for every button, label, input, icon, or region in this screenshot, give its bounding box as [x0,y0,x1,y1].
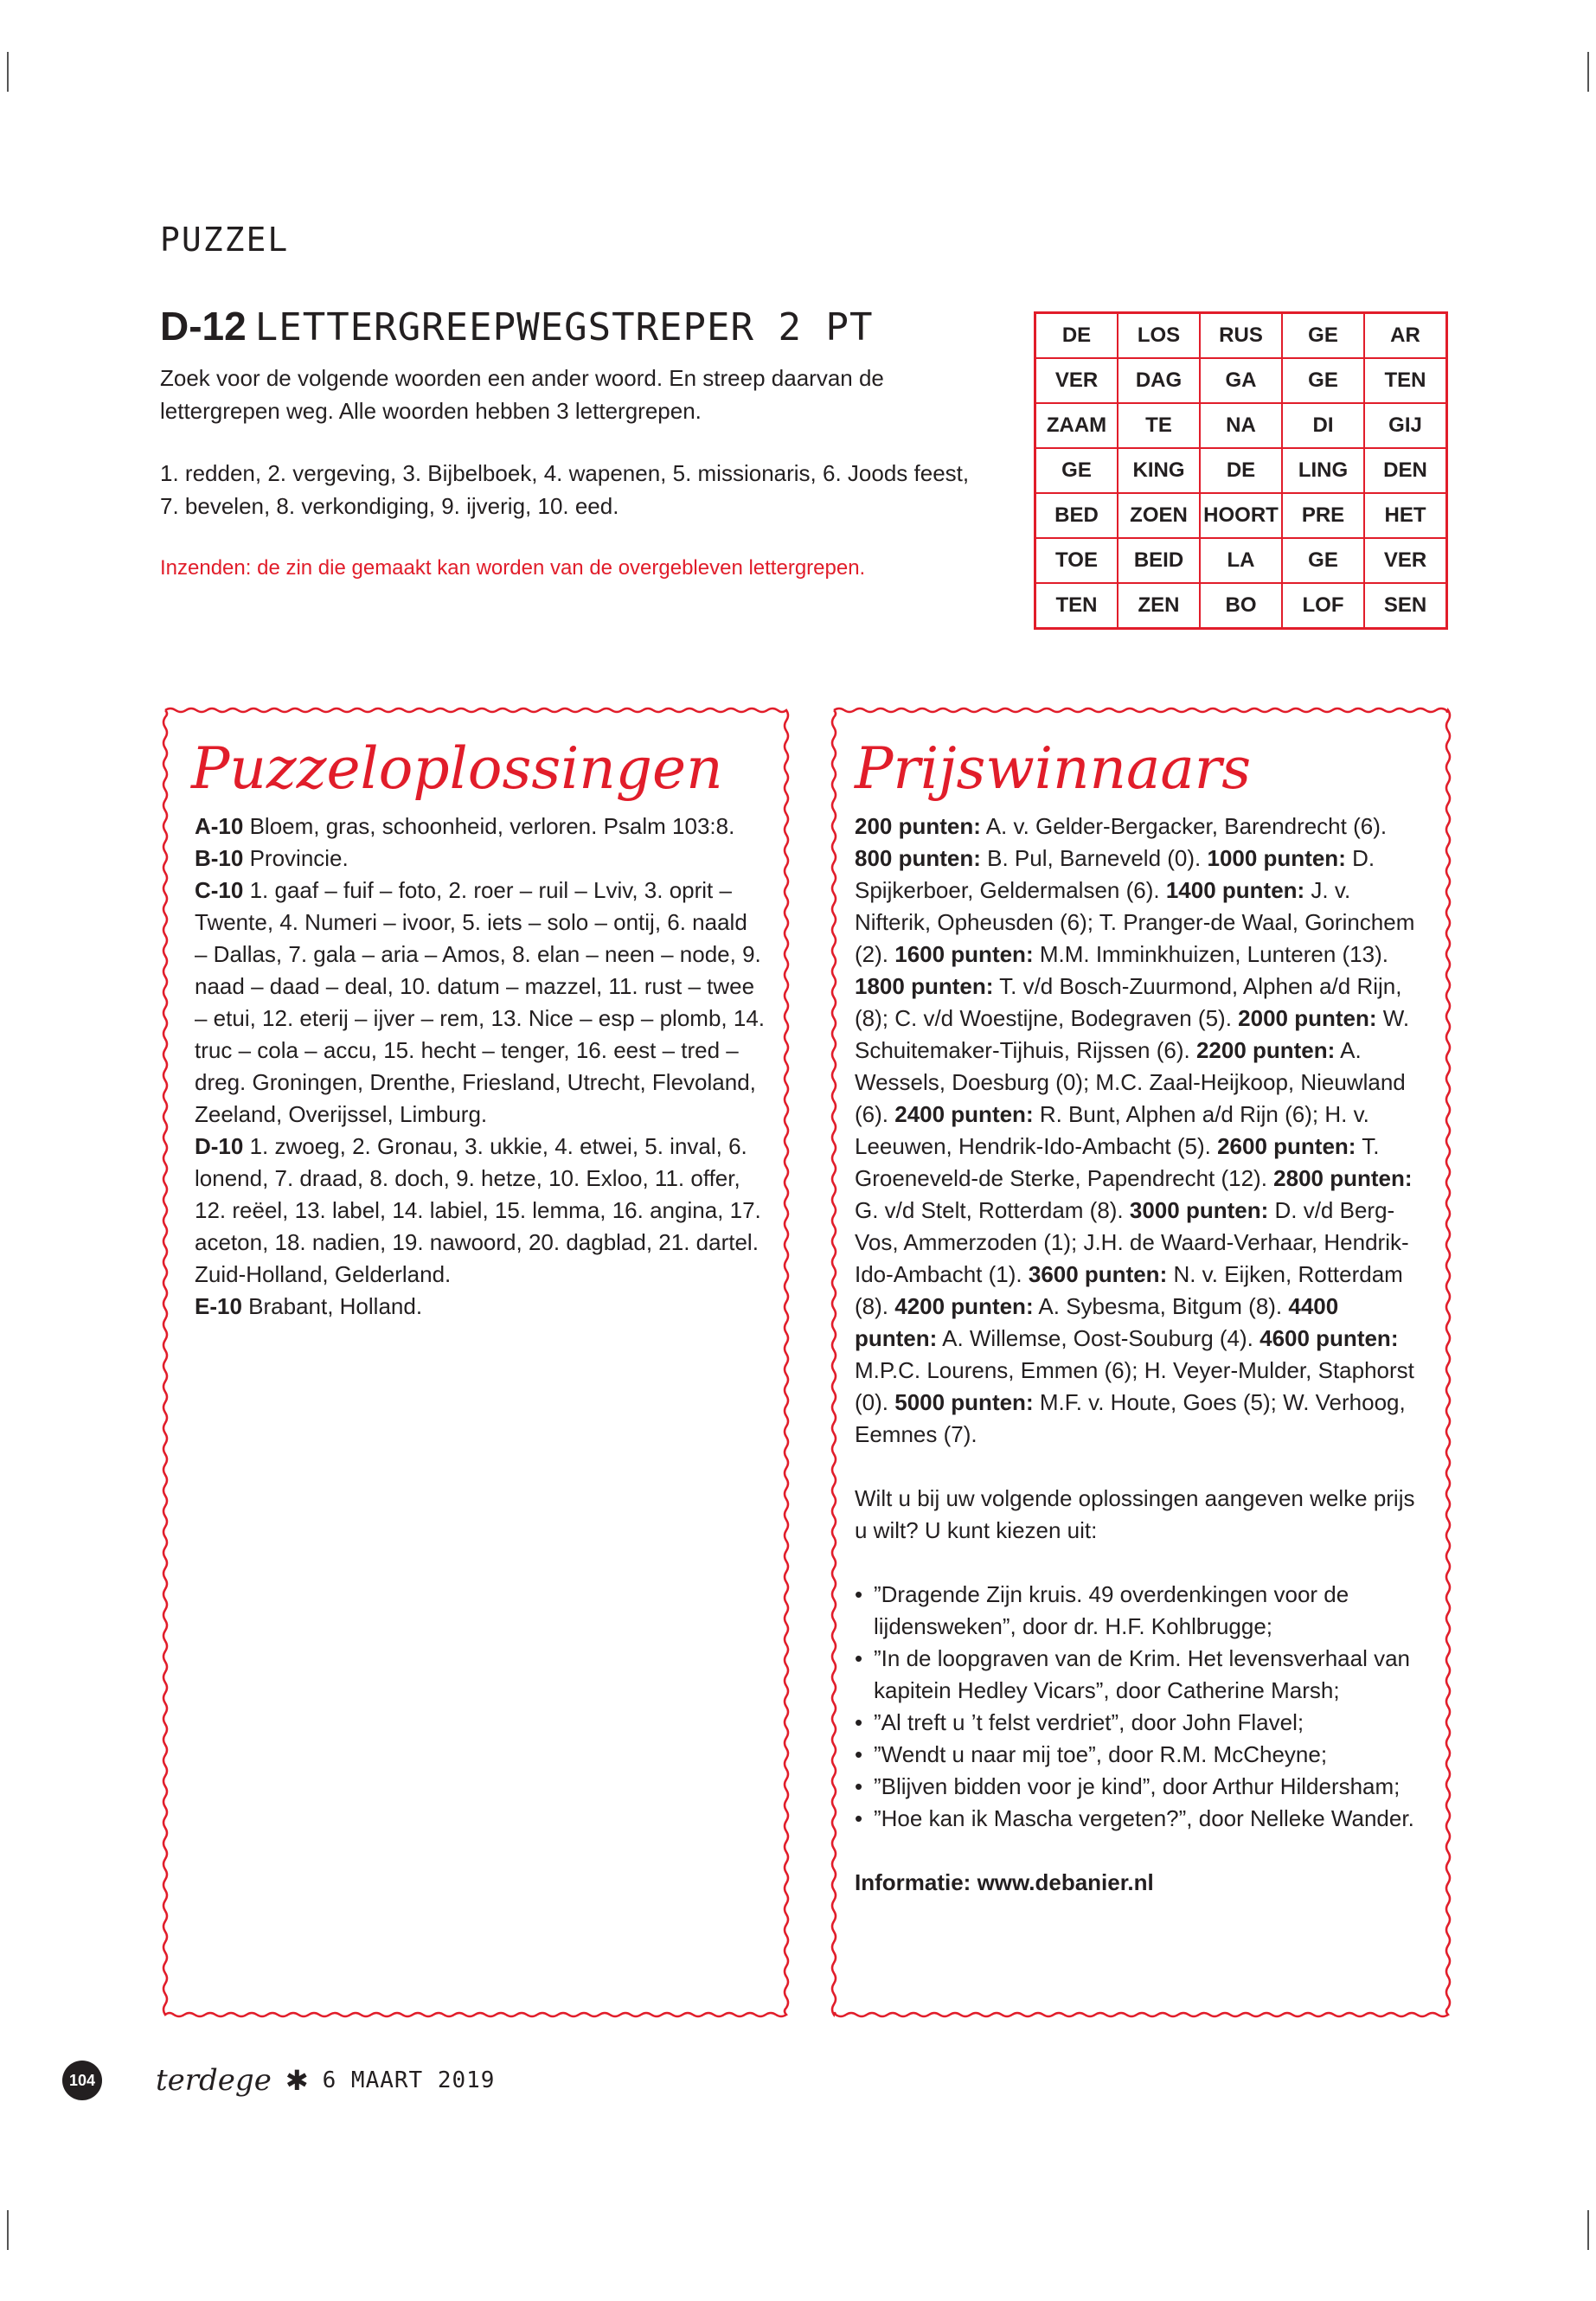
puzzle-code: D-12 [160,304,247,349]
grid-cell: LA [1200,538,1282,583]
grid-cell: KING [1118,448,1200,493]
section-label: PUZZEL [160,221,290,259]
puzzle-intro: Zoek voor de volgende woorden een ander woord. En streep daarvan de lettergrepen weg. Alle woorden hebben 3 lettergrepen. [160,365,884,424]
winner-points: 2400 punten: [894,1101,1034,1127]
grid-row [1035,358,1447,403]
solution-code: B-10 [195,845,244,871]
magazine-name: terdege [156,2063,272,2098]
solution-text: Brabant, Holland. [241,1293,423,1319]
winner-names: A. v. Gelder-Bergacker, Barendrecht (6). [980,813,1388,839]
grid-cell: GE [1035,448,1118,493]
solution-code: A-10 [195,813,244,839]
grid-cell: LING [1282,448,1364,493]
footer [62,2059,495,2102]
winner-names: D. v/d Berg-Vos, Ammerzoden (1); J.H. de Waard-Verhaar, Hendrik-Ido-Ambacht (1). [855,1197,1409,1287]
solution-item [195,875,766,1131]
winner-points: 4600 punten: [1259,1325,1399,1351]
solution-item [195,843,766,875]
winner-names: W. Schuitemaker-Tijhuis, Rijssen (6). [855,1005,1410,1063]
grid-cell: HOORT [1200,493,1282,538]
star-icon: ✱ [285,2065,309,2096]
crop-mark [1587,52,1589,92]
winner-points: 2200 punten: [1195,1037,1336,1063]
issue-date: 6 MAART 2019 [322,2067,496,2093]
grid-cell: DE [1035,313,1118,359]
crop-mark [7,52,9,92]
grid-cell: AR [1364,313,1447,359]
winner-names: A. Sybesma, Bitgum (8). [1033,1293,1289,1319]
winner-names: A. Wessels, Doesburg (0); M.C. Zaal-Heijkoop, Nieuwland (6). [855,1037,1406,1127]
winner-points: 2000 punten: [1238,1005,1377,1031]
winner-points: 200 punten: [855,813,981,839]
grid-cell: TEN [1364,358,1447,403]
winner-names: N. v. Eijken, Rotterdam (8). [855,1261,1403,1319]
crop-mark [7,2210,9,2250]
grid-row [1035,538,1447,583]
submit-instruction: Inzenden: de zin die gemaakt kan worden van de overgebleven lettergrepen. [160,556,866,580]
winner-names: J. v. Nifterik, Opheusden (6); T. Pranger-de Waal, Gorinchem (2). [855,877,1415,967]
grid-cell: TEN [1035,583,1118,629]
winner-points: 3600 punten: [1028,1261,1168,1287]
solution-text: Provincie. [243,845,349,871]
solution-item [195,1131,766,1291]
grid-cell: PRE [1282,493,1364,538]
grid-row [1035,448,1447,493]
winner-names: B. Pul, Barneveld (0). [980,845,1208,871]
solution-item [195,1291,766,1323]
winner-names: M.M. Imminkhuizen, Lunteren (13). [1033,941,1388,967]
solution-code: C-10 [195,877,244,903]
prize-item: • ”Dragende Zijn kruis. 49 overdenkingen voor de lijdensweken”, door dr. H.F. Kohlbrugge; [855,1579,1426,1643]
solution-text: Bloem, gras, schoonheid, verloren. Psalm 103:8. [243,813,735,839]
grid-cell: DI [1282,403,1364,448]
grid-row [1035,493,1447,538]
prize-item: • ”Wendt u naar mij toe”, door R.M. McCheyne; [855,1739,1426,1771]
winners-body [855,811,1426,1899]
winner-points: 3000 punten: [1129,1197,1269,1223]
grid-cell: VER [1035,358,1118,403]
solution-text: 1. gaaf – fuif – foto, 2. roer – ruil – Lviv, 3. oprit – Twente, 4. Numeri – ivoor, 5. iets – solo – ontij, 6. naald – Dallas, 7. gala – aria – Amos, 8. elan – neen – node, 9. naad – daad – deal, 10. datum – mazzel, 11. rust – twee – etui, 12. eterij – ijver – rem, 13. Nice – esp – plomb, 14. truc – cola – accu, 15. hecht – tenger, 16. eest – tred – dreg. Groningen, Drenthe, Friesland, Utrecht, Flevoland, Zeeland, Overijssel, Limburg. [195,877,766,1127]
crop-mark [1587,2210,1589,2250]
solution-code: D-10 [195,1133,244,1159]
winner-points: 1600 punten: [894,941,1034,967]
winner-points: 1800 punten: [855,973,994,999]
winner-names: T. Groeneveld-de Sterke, Papendrecht (12). [855,1133,1380,1191]
grid-row [1035,403,1447,448]
grid-row [1035,583,1447,629]
winner-points: 2800 punten: [1273,1165,1413,1191]
winner-points: 4400 punten: [855,1293,1339,1351]
grid-cell: BED [1035,493,1118,538]
puzzle-title [160,303,873,349]
grid-cell: ZEN [1118,583,1200,629]
grid-cell: NA [1200,403,1282,448]
solution-code: E-10 [195,1293,242,1319]
grid-row [1035,313,1447,359]
grid-cell: TOE [1035,538,1118,583]
grid-cell: RUS [1200,313,1282,359]
solutions-panel [160,705,792,2020]
syllable-grid [1034,311,1448,630]
winner-names: D. Spijkerboer, Geldermalsen (6). [855,845,1375,903]
winner-points: 2600 punten: [1217,1133,1356,1159]
grid-cell: ZOEN [1118,493,1200,538]
winner-points: 4200 punten: [894,1293,1034,1319]
grid-cell: ZAAM [1035,403,1118,448]
winner-points: 1400 punten: [1165,877,1305,903]
prize-item: • ”Blijven bidden voor je kind”, door Arthur Hildersham; [855,1771,1426,1803]
winner-names: M.P.C. Lourens, Emmen (6); H. Veyer-Mulder, Staphorst (0). [855,1357,1414,1415]
grid-cell: SEN [1364,583,1447,629]
puzzle-name: LETTERGREEPWEGSTREPER 2 PT [254,305,874,349]
winner-names: A. Willemse, Oost-Souburg (4). [937,1325,1260,1351]
winners-panel [829,705,1453,2020]
page-number: 104 [62,2061,102,2100]
grid-cell: VER [1364,538,1447,583]
grid-cell: DEN [1364,448,1447,493]
winners-heading: Prijswinnaars [855,735,1252,802]
grid-cell: GA [1200,358,1282,403]
prize-item: • ”Hoe kan ik Mascha vergeten?”, door Nelleke Wander. [855,1803,1426,1835]
winner-names: T. v/d Bosch-Zuurmond, Alphen a/d Rijn, (8); C. v/d Woestijne, Bodegraven (5). [855,973,1402,1031]
prize-item: • ”Al treft u ’t felst verdriet”, door John Flavel; [855,1707,1426,1739]
solution-item [195,811,766,843]
winner-names: M.F. v. Houte, Goes (5); W. Verhoog, Eemnes (7). [855,1389,1406,1447]
grid-cell: GE [1282,358,1364,403]
grid-cell: GE [1282,538,1364,583]
grid-cell: LOF [1282,583,1364,629]
info-line [855,1867,1426,1899]
grid-cell: HET [1364,493,1447,538]
grid-cell: LOS [1118,313,1200,359]
grid-cell: DE [1200,448,1282,493]
prize-question: Wilt u bij uw volgende oplossingen aangeven welke prijs u wilt? U kunt kiezen uit: [855,1485,1415,1543]
winner-points: 1000 punten: [1207,845,1346,871]
winners-list [855,811,1426,1451]
prize-list [855,1579,1426,1835]
grid-cell: TE [1118,403,1200,448]
grid-cell: GIJ [1364,403,1447,448]
puzzle-clues: 1. redden, 2. vergeving, 3. Bijbelboek, 4. wapenen, 5. missionaris, 6. Joods feest, 7. bevelen, 8. verkondiging, 9. ijverig, 10. eed. [160,460,970,519]
grid-cell: GE [1282,313,1364,359]
winner-points: 5000 punten: [894,1389,1034,1415]
info-text: Informatie: www.debanier.nl [855,1869,1154,1895]
winner-names: R. Bunt, Alphen a/d Rijn (6); H. v. Leeuwen, Hendrik-Ido-Ambacht (5). [855,1101,1369,1159]
solutions-body [195,811,766,1323]
prize-item: • ”In de loopgraven van de Krim. Het levensverhaal van kapitein Hedley Vicars”, door Catherine Marsh; [855,1643,1426,1707]
winner-points: 800 punten: [855,845,981,871]
grid-cell: DAG [1118,358,1200,403]
solution-text: 1. zwoeg, 2. Gronau, 3. ukkie, 4. etwei, 5. inval, 6. lonend, 7. draad, 8. doch, 9. hetze, 10. Exloo, 11. offer, 12. reëel, 13. label, 14. labiel, 15. lemma, 16. angina, 17. aceton, 18. nadien, 19. nawoord, 20. dagblad, 21. dartel. Zuid-Holland, Gelderland. [195,1133,761,1287]
grid-cell: BO [1200,583,1282,629]
solutions-heading: Puzzeloplossingen [191,735,723,802]
grid-cell: BEID [1118,538,1200,583]
winner-names: G. v/d Stelt, Rotterdam (8). [855,1197,1130,1223]
